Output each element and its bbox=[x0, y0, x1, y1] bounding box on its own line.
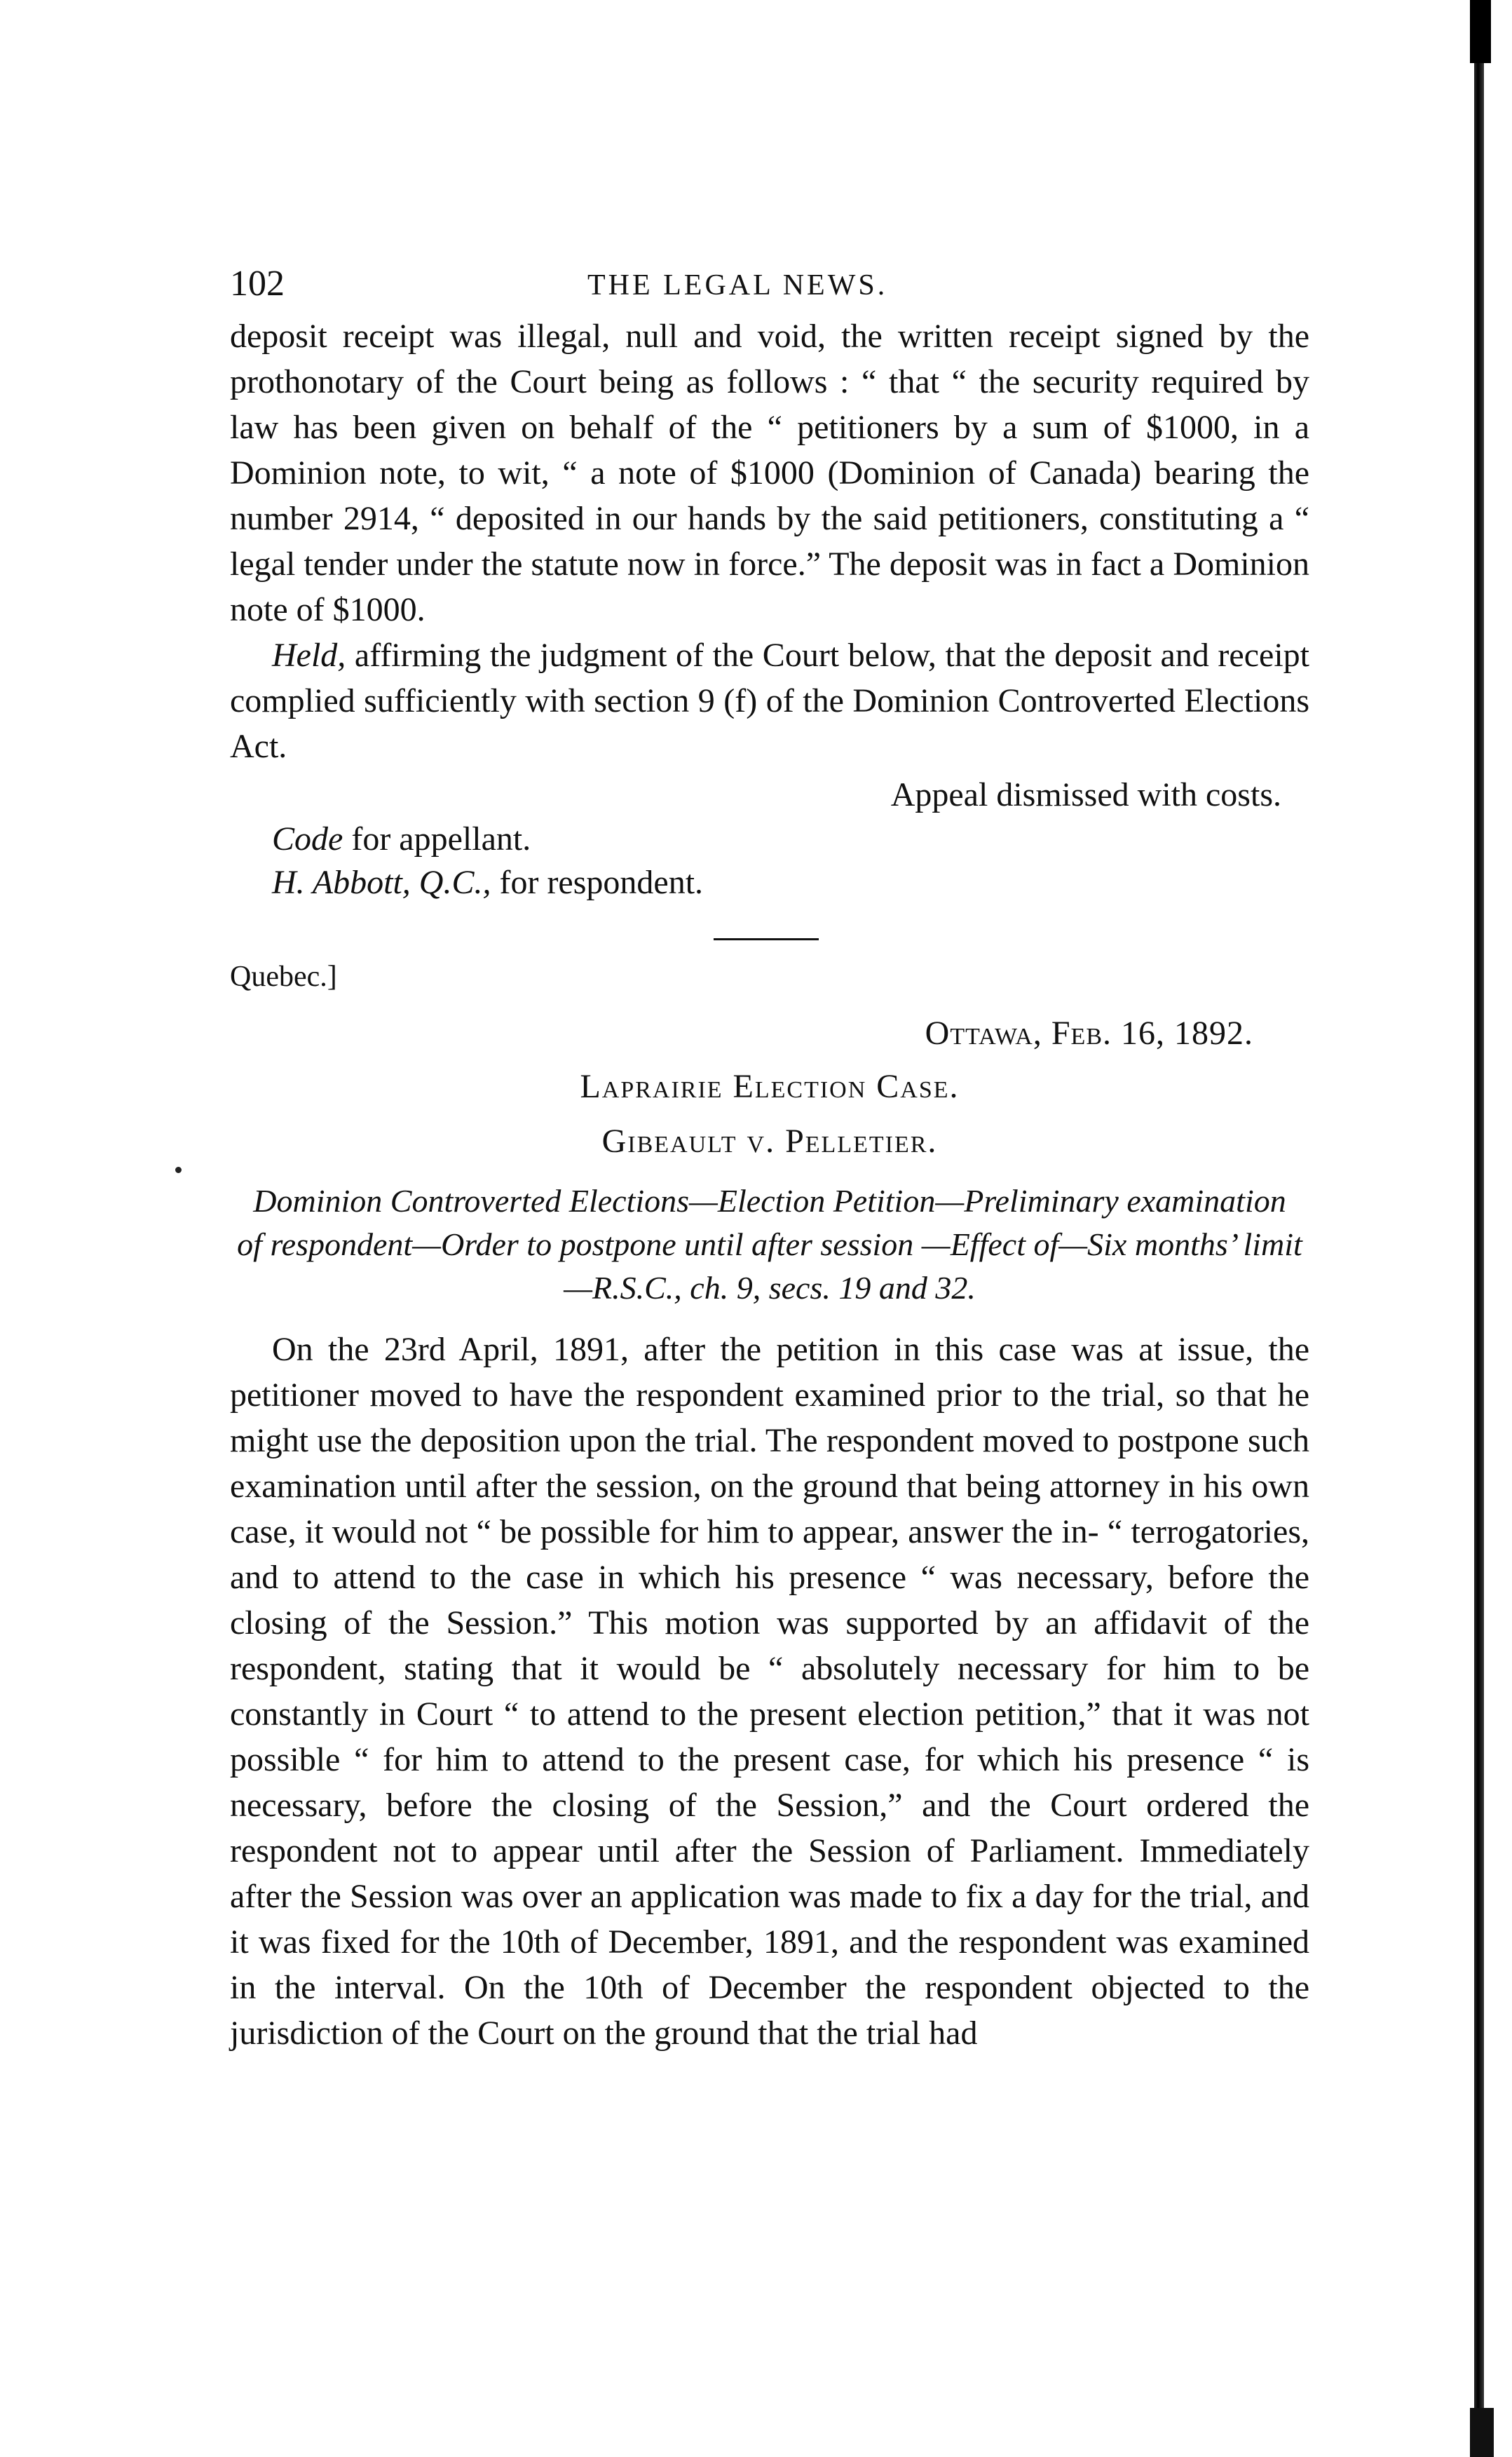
book-spine-edge bbox=[1474, 0, 1484, 2457]
running-head bbox=[230, 263, 1309, 313]
stray-ink-mark bbox=[175, 1167, 182, 1173]
page-number: 102 bbox=[230, 264, 285, 304]
held-text: affirming the judgment of the Court below, that the deposit and receipt complied sufficiently with section 9 (f) of the Dominion Controverted Elections Act. bbox=[230, 637, 1309, 765]
case2-dateline bbox=[230, 1010, 1309, 1056]
case1-paragraph: deposit receipt was illegal, null and void, the written receipt signed by the prothonotary of the Court being as follows : “ that “ the security required by law has been given on behalf of the “ petitioners by a sum of $1000, in a Dominion note, to wit, “ a note of $1000 (Dominion of Canada) bearing the number 2914, “ deposited in our hands by the said petitioners, constituting a “ legal tender under the statute now in force.” The deposit was in fact a Dominion note of $1000. bbox=[230, 318, 1309, 628]
case2-parties: Gibeault v. Pelletier. bbox=[601, 1123, 938, 1160]
respondent-counsel-name: H. Abbott, Q.C., bbox=[272, 864, 491, 901]
page-text-block bbox=[230, 263, 1309, 2056]
book-spine-edge-top bbox=[1470, 0, 1491, 63]
case2-case-name: Laprairie Election Case. bbox=[580, 1068, 960, 1105]
book-spine-edge-bottom bbox=[1470, 2408, 1494, 2457]
case2-headnote: Dominion Controverted Elections—Election Petition—Preliminary examination of respondent—Order to postpone until after session —Effect of—Six months’ limit—R.S.C., ch. 9, secs. 19 and 32. bbox=[237, 1183, 1302, 1306]
respondent-counsel-role: for respondent. bbox=[491, 864, 704, 901]
respondent-counsel bbox=[230, 861, 1309, 905]
case2-province: Quebec.] bbox=[230, 961, 337, 993]
case1-holding bbox=[230, 632, 1309, 769]
appellant-counsel-name: Code bbox=[272, 820, 343, 858]
section-divider bbox=[714, 938, 819, 940]
case1-disposition: Appeal dismissed with costs. bbox=[890, 776, 1281, 813]
journal-title: THE LEGAL NEWS. bbox=[587, 269, 888, 302]
dateline-text: Ottawa, Feb. 16, 1892. bbox=[925, 1015, 1253, 1052]
case2-body: On the 23rd April, 1891, after the petition in this case was at issue, the petitioner moved to have the respondent examined prior to the trial, so that he might use the deposition upon the trial. The respondent moved to postpone such examination until after the session, on the ground that being attorney in his own case, it would not “ be possible for him to appear, answer the in- “ terrogatories, and to attend to the case in which his presence “ was necessary, before the closing of the Session.” This motion was supported by an affidavit of the respondent, stating that it would be “ absolutely necessary for him to be constantly in Court “ to attend to the present election petition,” that it was not possible “ for him to attend to the present case, for which his presence “ is necessary, before the closing of the Session,” and the Court ordered the respondent not to appear until after the Session of Parliament. Immediately after the Session was over an application was made to fix a day for the trial, and it was fixed for the 10th of December, 1891, and the respondent was examined in the interval. On the 10th of December the respondent objected to the jurisdiction of the Court on the ground that the trial had bbox=[230, 1331, 1309, 2052]
appellant-counsel-role: for appellant. bbox=[343, 820, 531, 858]
held-word: Held, bbox=[272, 637, 346, 674]
appellant-counsel bbox=[230, 818, 1309, 861]
